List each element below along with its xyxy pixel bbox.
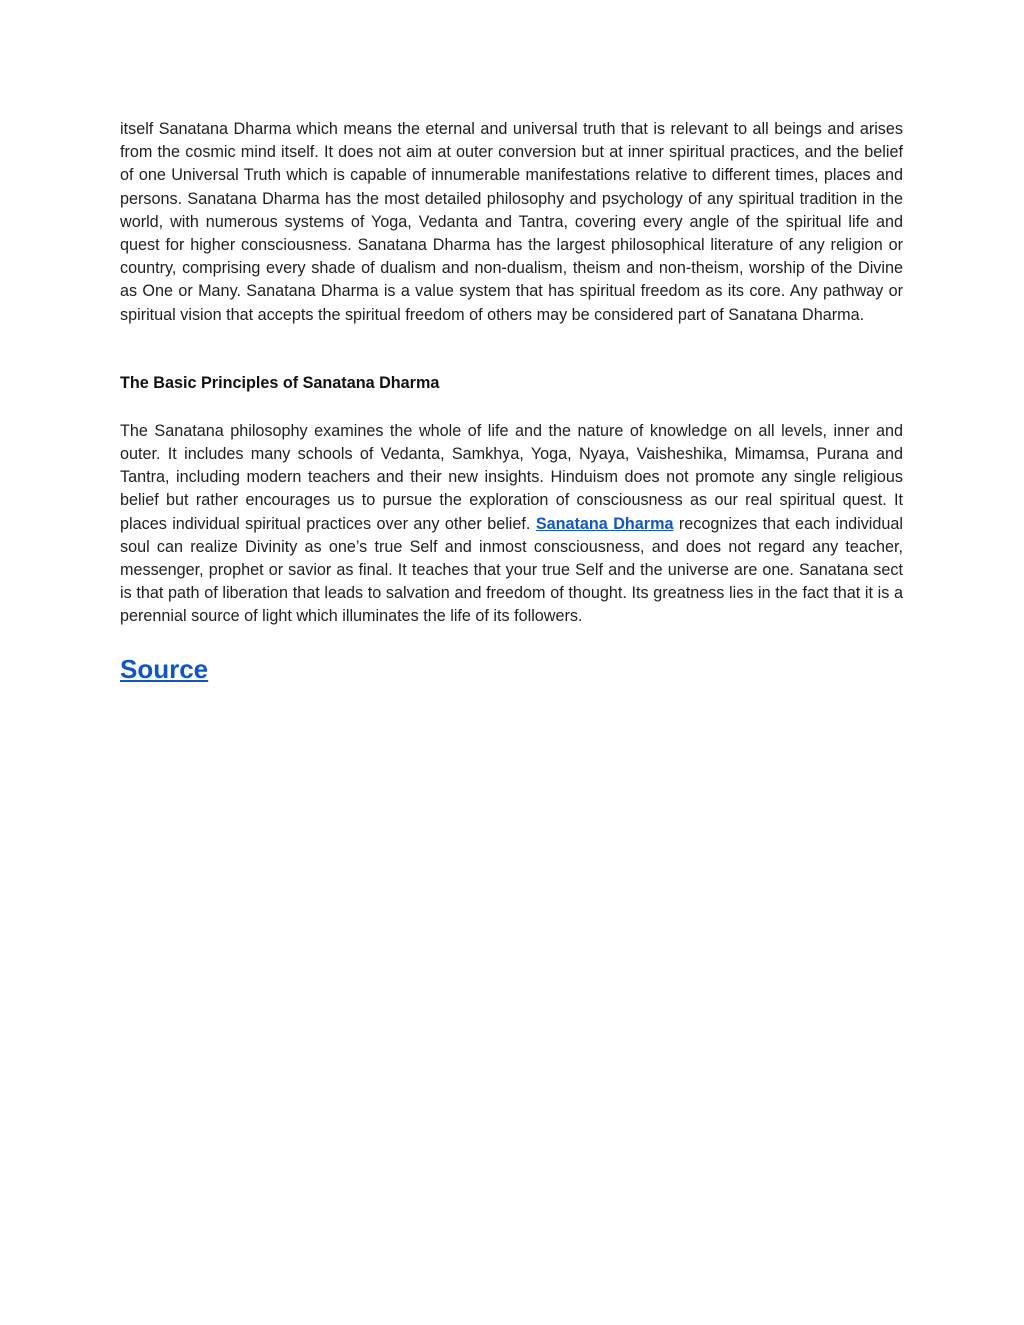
principles-text-after-link: recognizes that each individual soul can realize Divinity as one’s true Self and inmost consciousness, and does not regard any teacher, messenger, prophet or savior as final. It teaches that your true Self and the universe are one. Sanatana sect is that path of liberation that leads to salvation and freedom of thought. Its greatness lies in the fact that it is a perennial source of light which illuminates the life of its followers. [120, 514, 904, 626]
intro-paragraph: itself Sanatana Dharma which means the eternal and universal truth that is relevant to all beings and arises from the cosmic mind itself. It does not aim at outer conversion but at inner spiritual practices, and the belief of one Universal Truth which is capable of innumerable manifestations relative to different times, places and persons. Sanatana Dharma has the most detailed philosophy and psychology of any spiritual tradition in the world, with numerous systems of Yoga, Vedanta and Tantra, covering every angle of the spiritual life and quest for higher consciousness. Sanatana Dharma has the largest philosophical literature of any religion or country, comprising every shade of dualism and non-dualism, theism and non-theism, worship of the Divine as One or Many. Sanatana Dharma is a value system that has spiritual freedom as its core. Any pathway or spiritual vision that accepts the spiritual freedom of others may be considered part of Sanatana Dharma. [120, 120, 903, 324]
principles-text-before-link: The Sanatana philosophy examines the whole of life and the nature of knowledge on all levels, inner and outer. It includes many schools of Vedanta, Samkhya, Yoga, Nyaya, Vaisheshika, Mimamsa, Purana and Tantra, including modern teachers and their new insights. Hinduism does not promote any single religious belief but rather encourages us to pursue the exploration of consciousness as our real spiritual quest. It places individual spiritual practices over any other belief. [120, 421, 903, 533]
sanatana-dharma-link[interactable]: Sanatana Dharma [535, 514, 674, 533]
principles-paragraph [120, 420, 903, 629]
source-link[interactable]: Source [120, 653, 209, 684]
document-page [120, 118, 903, 685]
section-heading: The Basic Principles of Sanatana Dharma [120, 373, 440, 392]
